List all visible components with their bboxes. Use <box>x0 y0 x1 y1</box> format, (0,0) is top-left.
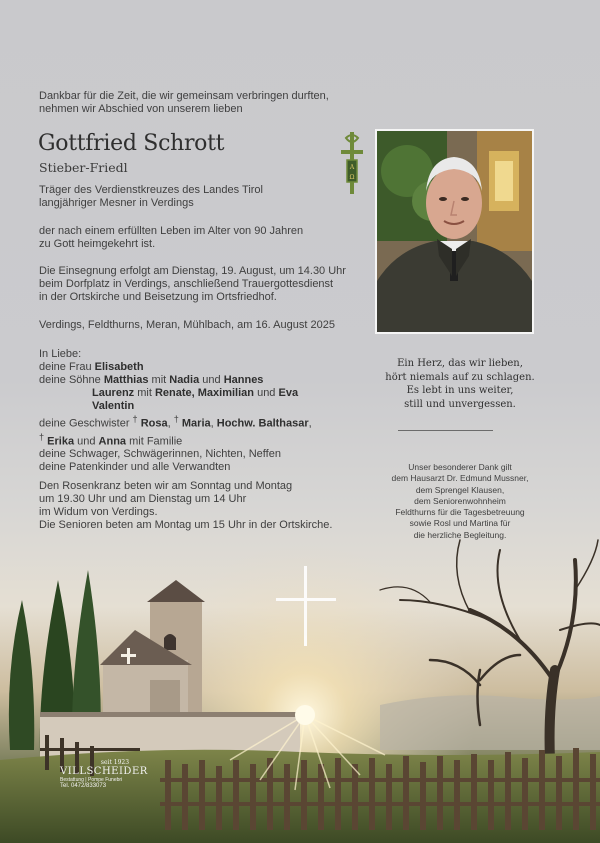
svg-text:Ω: Ω <box>349 174 355 181</box>
deceased-name: Gottfried Schrott <box>38 131 225 156</box>
funeral-text: Die Einsegnung erfolgt am Dienstag, 19. August, um 14.30 Uhr beim Dorfplatz in Verdings, anschließend Trauergottesdienst in der Ortskirche und Beisetzung im Ortsfriedhof. <box>39 265 346 303</box>
mourner-inlaws: deine Schwager, Schwägerinnen, Nichten, Neffen <box>39 448 281 461</box>
intro-text: Dankbar für die Zeit, die wir gemeinsam verbringen durften, nehmen wir Abschied von unserem lieben <box>39 90 329 115</box>
svg-text:A: A <box>349 164 355 171</box>
portrait-illustration <box>377 131 532 332</box>
landscape-scene <box>0 520 600 843</box>
alpha-omega-cross-icon <box>340 132 364 194</box>
poem: Ein Herz, das wir lieben, hört niemals auf zu schlagen. Es lebt in uns weiter, still und unvergessen. <box>385 358 535 410</box>
places-date: Verdings, Feldthurns, Meran, Mühlbach, am 16. August 2025 <box>39 319 335 331</box>
mourner-siblings-2: † Erika und Anna mit Familie <box>39 431 183 448</box>
mourners-heading: In Liebe: <box>39 348 82 360</box>
thanks-text: Unser besonderer Dank gilt dem Hausarzt Dr. Edmund Mussner, dem Sprengel Klausen, dem Seniorenwohnheim Feldthurns für die Tagesbetreuung <box>391 462 529 518</box>
funeral-home-logo: seit 1923 VILLSCHEIDER Bestattung | Pompe Funebri Tel. 0472/833073 <box>60 759 148 789</box>
mourner-siblings: deine Geschwister † Rosa, † Maria, Hochw. Balthasar, <box>39 414 312 430</box>
mourner-sons: deine Söhne Matthias mit Nadia und Hannes <box>39 374 264 386</box>
deceased-nickname: Stieber-Friedl <box>39 160 128 175</box>
mourner-godchildren: deine Patenkinder und alle Verwandten <box>39 461 231 474</box>
rosary-text: Den Rosenkranz beten wir am Sonntag und Montag um 19.30 Uhr und am Dienstag um 14 Uhr im Widum von Verdings. <box>39 480 293 518</box>
mourner-wife: deine Frau Elisabeth <box>39 361 144 373</box>
distant-hills <box>380 695 600 750</box>
sun <box>295 705 315 725</box>
divider <box>398 430 493 431</box>
mourner-sons-2: Laurenz mit Renate, Maximilian und Eva <box>92 387 299 399</box>
portrait-photo <box>375 129 534 334</box>
mourners-list <box>39 348 359 474</box>
passing-text: der nach einem erfüllten Leben im Alter von 90 Jahren zu Gott heimgekehrt ist. <box>39 225 304 250</box>
honors-text: Träger des Verdienstkreuzes des Landes Tirol langjähriger Mesner in Verdings <box>39 184 263 209</box>
mourner-sons-3: Valentin <box>92 400 135 412</box>
